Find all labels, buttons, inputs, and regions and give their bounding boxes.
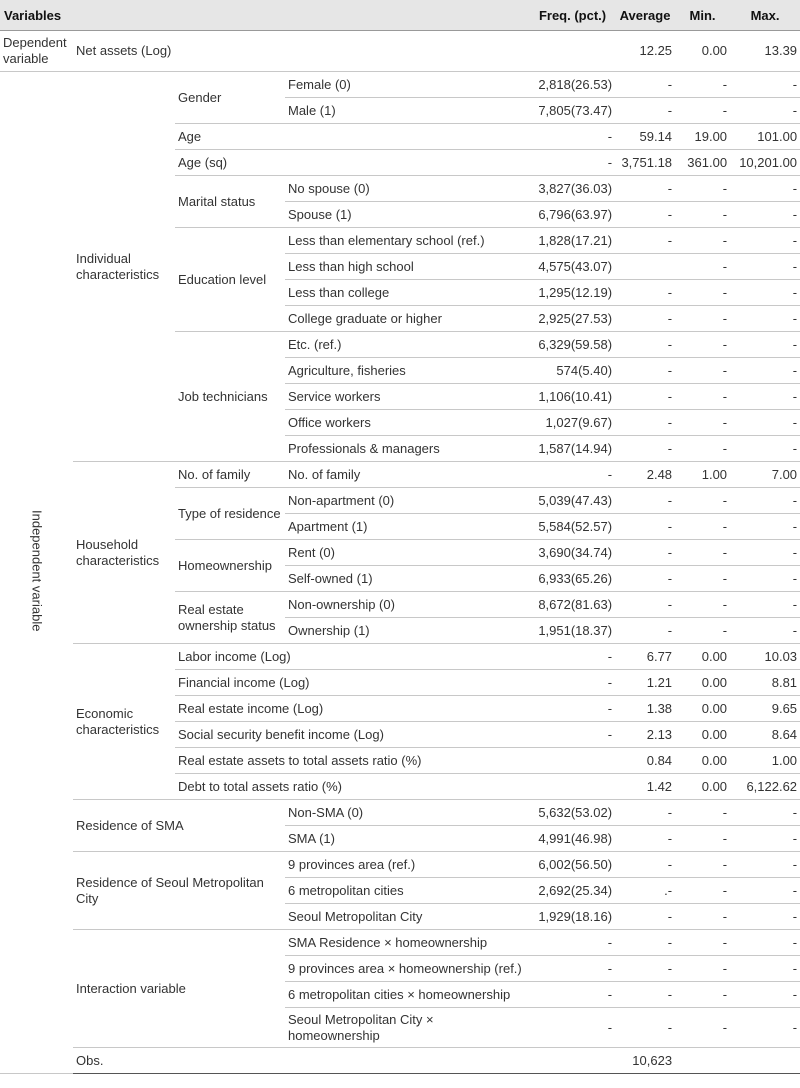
cell-average: 1.38	[615, 696, 675, 722]
cell-min: -	[675, 72, 730, 98]
cell-average: -	[615, 904, 675, 930]
cell-min: -	[675, 826, 730, 852]
row-label: Male (1)	[285, 98, 530, 124]
cell-freq: 2,925(27.53)	[530, 306, 615, 332]
cell-freq: -	[530, 462, 615, 488]
row-label: Real estate income (Log)	[175, 696, 530, 722]
row-label: Service workers	[285, 384, 530, 410]
cell-freq: 574(5.40)	[530, 358, 615, 384]
table-row	[0, 31, 800, 72]
cell-average: -	[615, 358, 675, 384]
cell-freq: -	[530, 722, 615, 748]
cell-average: -	[615, 384, 675, 410]
cell-freq: -	[530, 670, 615, 696]
dependent-label: Dependent variable	[0, 31, 73, 72]
cell-min: -	[675, 488, 730, 514]
cell-average: -	[615, 72, 675, 98]
cell-max: -	[730, 852, 800, 878]
row-label: Agriculture, fisheries	[285, 358, 530, 384]
row-label: Non-ownership (0)	[285, 592, 530, 618]
cell-max: -	[730, 930, 800, 956]
cell-freq: -	[530, 982, 615, 1008]
independent-variable-cell	[0, 72, 73, 1074]
cell-max: -	[730, 358, 800, 384]
cell-freq: -	[530, 644, 615, 670]
cell-average: -	[615, 488, 675, 514]
cell-min: -	[675, 410, 730, 436]
row-label: 6 metropolitan cities × homeownership	[285, 982, 530, 1008]
obs-freq: 10,623	[615, 1048, 675, 1074]
cell-max: -	[730, 566, 800, 592]
cell-average: -	[615, 956, 675, 982]
cell-min: -	[675, 436, 730, 462]
cell-min: -	[675, 306, 730, 332]
cell-freq: -	[530, 956, 615, 982]
cell-freq: 3,690(34.74)	[530, 540, 615, 566]
cell-average: -	[615, 306, 675, 332]
cell-average: 1.42	[615, 774, 675, 800]
cell-freq	[530, 774, 615, 800]
row-label: Etc. (ref.)	[285, 332, 530, 358]
cell-min: 0.00	[675, 670, 730, 696]
cell-max: -	[730, 904, 800, 930]
row-label: 9 provinces area × homeownership (ref.)	[285, 956, 530, 982]
cell-max: -	[730, 254, 800, 280]
cell-min: -	[675, 982, 730, 1008]
cell-min: 0.00	[675, 774, 730, 800]
cell-average: 3,751.18	[615, 150, 675, 176]
cell-freq: -	[530, 696, 615, 722]
row-label: Rent (0)	[285, 540, 530, 566]
cell-freq: -	[530, 930, 615, 956]
sub-no-of-family: No. of family	[175, 462, 285, 488]
group-interaction: Interaction variable	[73, 930, 285, 1048]
cell-freq: 6,329(59.58)	[530, 332, 615, 358]
row-label: Age (sq)	[175, 150, 530, 176]
cell-freq: 1,027(9.67)	[530, 410, 615, 436]
cell-max: -	[730, 826, 800, 852]
cell-max: -	[730, 306, 800, 332]
cell-freq	[530, 748, 615, 774]
header-min: Min.	[675, 0, 730, 31]
cell-max: -	[730, 956, 800, 982]
row-label: Professionals & managers	[285, 436, 530, 462]
cell-min: 0.00	[675, 696, 730, 722]
row-label: Apartment (1)	[285, 514, 530, 540]
cell-freq: 6,796(63.97)	[530, 202, 615, 228]
row-label: Ownership (1)	[285, 618, 530, 644]
row-label: Labor income (Log)	[175, 644, 530, 670]
cell-max: -	[730, 98, 800, 124]
cell-average: -	[615, 930, 675, 956]
cell-average: -	[615, 618, 675, 644]
cell-average: -	[615, 540, 675, 566]
cell-average: -	[615, 98, 675, 124]
cell-freq: 1,295(12.19)	[530, 280, 615, 306]
cell-freq: -	[530, 124, 615, 150]
cell-min: 361.00	[675, 150, 730, 176]
table-row	[0, 644, 800, 670]
cell-freq: 5,632(53.02)	[530, 800, 615, 826]
cell-freq: 2,692(25.34)	[530, 878, 615, 904]
cell-max: -	[730, 176, 800, 202]
cell-freq: 4,991(46.98)	[530, 826, 615, 852]
cell-freq: 7,805(73.47)	[530, 98, 615, 124]
cell-min: -	[675, 566, 730, 592]
cell-min: -	[675, 592, 730, 618]
row-label: 6 metropolitan cities	[285, 878, 530, 904]
row-label: Self-owned (1)	[285, 566, 530, 592]
cell-average: -	[615, 592, 675, 618]
row-label: Female (0)	[285, 72, 530, 98]
row-label: SMA (1)	[285, 826, 530, 852]
cell-min: -	[675, 280, 730, 306]
cell-min: -	[675, 202, 730, 228]
cell-min: -	[675, 384, 730, 410]
cell-average: -	[615, 202, 675, 228]
cell-min: -	[675, 254, 730, 280]
row-label: Office workers	[285, 410, 530, 436]
cell-max: -	[730, 72, 800, 98]
cell-freq: 1,587(14.94)	[530, 436, 615, 462]
cell-max: -	[730, 540, 800, 566]
sub-real-estate-ownership: Real estate ownership status	[175, 592, 285, 644]
cell-min: -	[675, 904, 730, 930]
cell-min: 19.00	[675, 124, 730, 150]
cell-average: -	[615, 228, 675, 254]
cell-max: -	[730, 800, 800, 826]
group-individual: Individual characteristics	[73, 72, 175, 462]
group-household: Household characteristics	[73, 462, 175, 644]
group-sma: Residence of SMA	[73, 800, 285, 852]
group-economic: Economic characteristics	[73, 644, 175, 800]
cell-max: -	[730, 982, 800, 1008]
sub-type-of-residence: Type of residence	[175, 488, 285, 540]
cell-min: 1.00	[675, 462, 730, 488]
cell-average: 1.21	[615, 670, 675, 696]
cell-max: -	[730, 332, 800, 358]
cell-average: -	[615, 800, 675, 826]
table-row	[0, 1048, 800, 1074]
obs-label: Obs.	[73, 1048, 615, 1074]
row-label: Age	[175, 124, 530, 150]
row-label: Net assets (Log)	[73, 31, 530, 72]
cell-max: 10,201.00	[730, 150, 800, 176]
row-label: Less than high school	[285, 254, 530, 280]
table-row	[0, 72, 800, 98]
independent-label: Independent variable	[29, 509, 45, 632]
cell-min: -	[675, 358, 730, 384]
cell-max: -	[730, 384, 800, 410]
cell-max: -	[730, 878, 800, 904]
row-label: Real estate assets to total assets ratio (%)	[175, 748, 530, 774]
cell-max: 10.03	[730, 644, 800, 670]
row-label: Seoul Metropolitan City × homeownership	[285, 1008, 530, 1048]
cell-average: -	[615, 514, 675, 540]
cell-average	[615, 254, 675, 280]
cell-freq: 1,929(18.16)	[530, 904, 615, 930]
cell-average: -	[615, 852, 675, 878]
cell-freq: 8,672(81.63)	[530, 592, 615, 618]
row-label: Non-apartment (0)	[285, 488, 530, 514]
cell-average: -	[615, 176, 675, 202]
header-row	[0, 0, 800, 31]
row-label: Spouse (1)	[285, 202, 530, 228]
cell-max: -	[730, 1008, 800, 1048]
cell-freq: 3,827(36.03)	[530, 176, 615, 202]
cell-average: 0.84	[615, 748, 675, 774]
sub-gender: Gender	[175, 72, 285, 124]
cell-freq: 5,584(52.57)	[530, 514, 615, 540]
cell-max: 9.65	[730, 696, 800, 722]
cell-min: -	[675, 514, 730, 540]
cell-average: 12.25	[615, 31, 675, 72]
cell-average: -	[615, 1008, 675, 1048]
cell-max: 101.00	[730, 124, 800, 150]
cell-min: -	[675, 800, 730, 826]
cell-average: 59.14	[615, 124, 675, 150]
table-row	[0, 462, 800, 488]
cell-freq: 6,933(65.26)	[530, 566, 615, 592]
cell-freq: 1,106(10.41)	[530, 384, 615, 410]
group-seoul: Residence of Seoul Metropolitan City	[73, 852, 285, 930]
cell-freq: 5,039(47.43)	[530, 488, 615, 514]
cell-max: 1.00	[730, 748, 800, 774]
cell-freq: 1,828(17.21)	[530, 228, 615, 254]
cell-average: 2.13	[615, 722, 675, 748]
cell-freq: 2,818(26.53)	[530, 72, 615, 98]
table-row	[0, 930, 800, 956]
cell-average: -	[615, 826, 675, 852]
row-label: 9 provinces area (ref.)	[285, 852, 530, 878]
cell-freq: 6,002(56.50)	[530, 852, 615, 878]
cell-min: -	[675, 228, 730, 254]
header-freq: Freq. (pct.)	[530, 0, 615, 31]
cell-min: -	[675, 1008, 730, 1048]
cell-freq: -	[530, 150, 615, 176]
cell-max: -	[730, 436, 800, 462]
cell-min: 0.00	[675, 31, 730, 72]
cell-max: 7.00	[730, 462, 800, 488]
cell-min: -	[675, 956, 730, 982]
cell-freq: -	[530, 1008, 615, 1048]
row-label: Non-SMA (0)	[285, 800, 530, 826]
cell-min: -	[675, 878, 730, 904]
cell-average: -	[615, 280, 675, 306]
cell-max: -	[730, 488, 800, 514]
row-label: Debt to total assets ratio (%)	[175, 774, 530, 800]
cell-average: -	[615, 332, 675, 358]
cell-average: -	[615, 436, 675, 462]
cell-min: -	[675, 540, 730, 566]
sub-marital-status: Marital status	[175, 176, 285, 228]
cell-min: -	[675, 930, 730, 956]
table-row	[0, 800, 800, 826]
cell-max: -	[730, 410, 800, 436]
cell-average: -	[615, 982, 675, 1008]
sub-homeownership: Homeownership	[175, 540, 285, 592]
cell-max: 13.39	[730, 31, 800, 72]
cell-min: -	[675, 618, 730, 644]
cell-min: 0.00	[675, 748, 730, 774]
row-label: Less than college	[285, 280, 530, 306]
header-average: Average	[615, 0, 675, 31]
table-row	[0, 852, 800, 878]
cell-min: -	[675, 332, 730, 358]
cell-min: 0.00	[675, 722, 730, 748]
cell-max: -	[730, 202, 800, 228]
sub-education-level: Education level	[175, 228, 285, 332]
row-label: SMA Residence × homeownership	[285, 930, 530, 956]
cell-freq: 1,951(18.37)	[530, 618, 615, 644]
cell-min: 0.00	[675, 644, 730, 670]
cell-max: 6,122.62	[730, 774, 800, 800]
cell-max: -	[730, 592, 800, 618]
header-max: Max.	[730, 0, 800, 31]
cell-average: 6.77	[615, 644, 675, 670]
row-label: Social security benefit income (Log)	[175, 722, 530, 748]
cell-average: .-	[615, 878, 675, 904]
cell-max: -	[730, 514, 800, 540]
row-label: No. of family	[285, 462, 530, 488]
row-label: No spouse (0)	[285, 176, 530, 202]
cell-min: -	[675, 852, 730, 878]
cell-max: -	[730, 618, 800, 644]
sub-job-technicians: Job technicians	[175, 332, 285, 462]
row-label: Financial income (Log)	[175, 670, 530, 696]
cell-max: 8.81	[730, 670, 800, 696]
cell-min: -	[675, 98, 730, 124]
cell-max: -	[730, 228, 800, 254]
cell-average: 2.48	[615, 462, 675, 488]
cell-average: -	[615, 410, 675, 436]
cell-min: -	[675, 176, 730, 202]
cell-freq: 4,575(43.07)	[530, 254, 615, 280]
row-label: Seoul Metropolitan City	[285, 904, 530, 930]
row-label: College graduate or higher	[285, 306, 530, 332]
cell-max: 8.64	[730, 722, 800, 748]
header-variables: Variables	[0, 0, 530, 31]
cell-max: -	[730, 280, 800, 306]
cell-average: -	[615, 566, 675, 592]
row-label: Less than elementary school (ref.)	[285, 228, 530, 254]
